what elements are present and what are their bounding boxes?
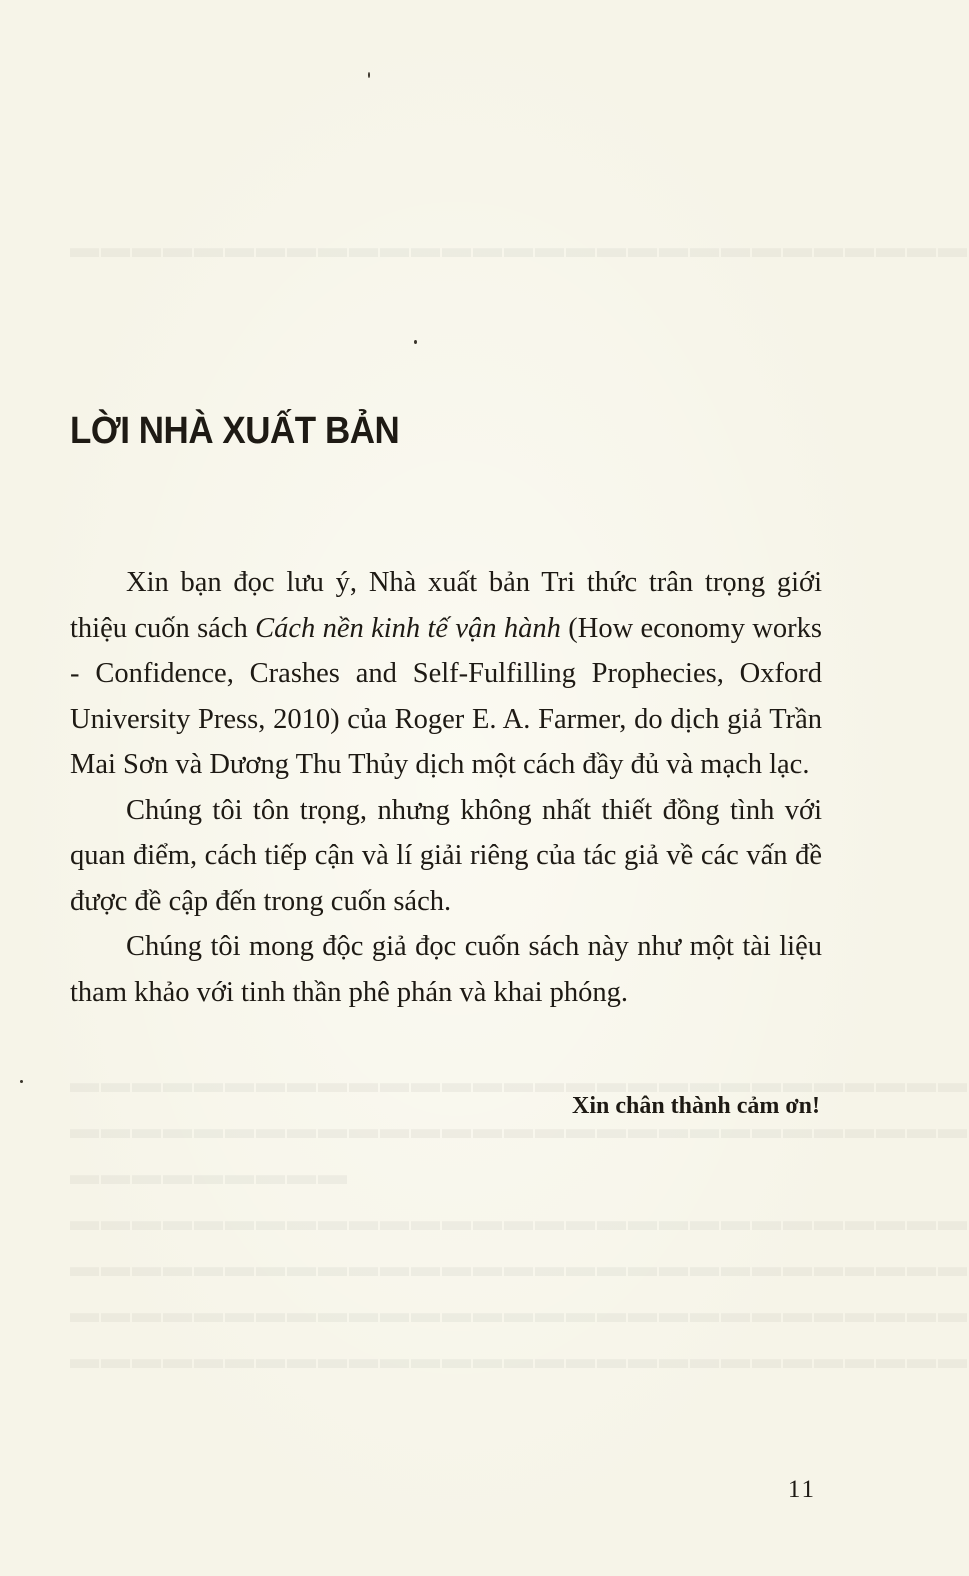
page-title: LỜI NHÀ XUẤT BẢN (70, 410, 400, 452)
show-through-texture: ▬▬▬▬▬▬▬▬▬▬▬▬▬▬▬▬▬▬▬▬▬▬▬▬▬▬▬▬▬ (70, 1251, 969, 1283)
book-title: Cách nền kinh tế vận hành (255, 612, 561, 644)
page-number: 11 (787, 1476, 816, 1503)
show-through-texture: ▬▬▬▬▬▬▬▬▬▬▬▬▬▬▬▬▬▬▬▬▬▬▬▬▬▬▬▬▬ (70, 1343, 969, 1375)
show-through-texture: ▬▬▬▬▬▬▬▬▬▬▬▬▬▬▬▬▬▬▬▬▬▬▬▬▬▬▬▬▬ (70, 1205, 969, 1237)
paragraph-hope: Chúng tôi mong độc giả đọc cuốn sách này như một tài liệu tham khảo với tinh thần phê phán và khai phóng. (70, 931, 822, 1008)
show-through-texture: ▬▬▬▬▬▬▬▬▬ (70, 1159, 349, 1191)
intro-text-before-title: Xin bạn đọc lưu ý, Nhà xuất bản Tri thức trân trọng giới thiệu cuốn sách (70, 567, 822, 644)
intro-text-after-title: (How economy works - Confidence, Crashes and Self-Fulfilling Prophecies, Oxford University Press, 2010) của Roger E. A. Farmer, do dịch giả Trần Mai Sơn và Dương Thu Thủy dịch một cách đầy đủ và mạch lạc. (70, 612, 822, 780)
show-through-texture: ▬▬▬▬▬▬▬▬▬▬▬▬▬▬▬▬▬▬▬▬▬▬▬▬▬▬▬▬▬ (70, 1113, 969, 1145)
paragraph-intro (70, 560, 822, 788)
body-text (70, 560, 822, 1015)
paragraph-respect: Chúng tôi tôn trọng, nhưng không nhất thiết đồng tình với quan điểm, cách tiếp cận và lí giải riêng của tác giả về các vấn đề được đề cập đến trong cuốn sách. (70, 794, 822, 917)
show-through-texture: ▬▬▬▬▬▬▬▬▬▬▬▬▬▬▬▬▬▬▬▬▬▬▬▬▬▬▬▬▬ (70, 232, 969, 264)
print-speck (414, 340, 417, 344)
print-speck (368, 72, 370, 78)
print-speck (20, 1080, 23, 1083)
show-through-texture: ▬▬▬▬▬▬▬▬▬▬▬▬▬▬▬▬▬▬▬▬▬▬▬▬▬▬▬▬▬ (70, 1067, 969, 1099)
signoff: Xin chân thành cảm ơn! (571, 1093, 820, 1119)
show-through-texture: ▬▬▬▬▬▬▬▬▬▬▬▬▬▬▬▬▬▬▬▬▬▬▬▬▬▬▬▬▬ (70, 1297, 969, 1329)
